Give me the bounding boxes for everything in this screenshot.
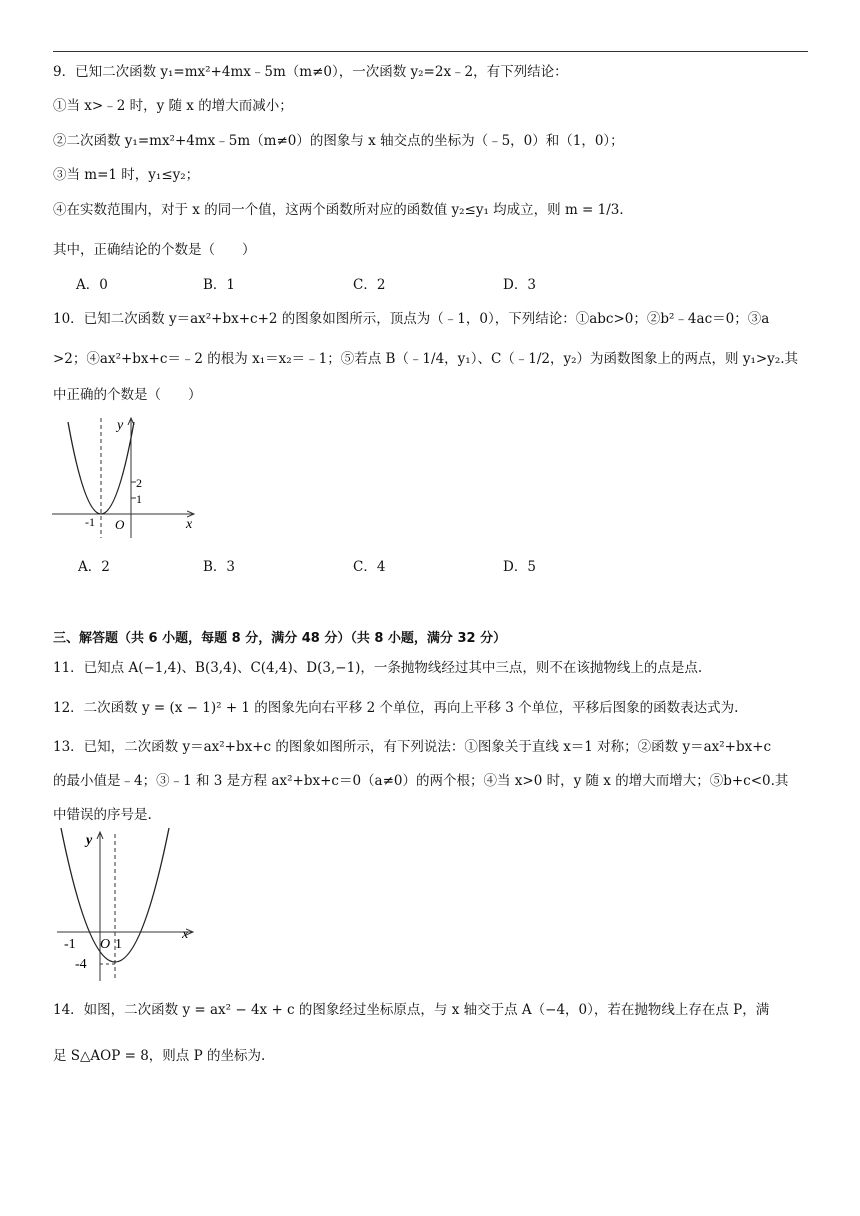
- q13-tick-minus-4: -4: [75, 957, 87, 972]
- q9-conclusion-3: ③当 m=1 时，y₁≤y₂；: [53, 167, 200, 183]
- q10-line-2: >2；④ax²+bx+c＝﹣2 的根为 x₁＝x₂＝﹣1；⑤若点 B（﹣1/4，y₁）、C（﹣1/2，y₂）为函数图象上的两点，则 y₁>y₂.其: [53, 351, 799, 367]
- q10-option-c[interactable]: C．4: [353, 559, 386, 575]
- q13-line-1: 13．已知，二次函数 y＝ax²+bx+c 的图象如图所示，有下列说法：①图象关于直线 x＝1 对称；②函数 y＝ax²+bx+c: [53, 739, 772, 755]
- q10-y-label: y: [117, 418, 124, 433]
- q9-option-d[interactable]: D．3: [503, 277, 536, 293]
- q10-parabola-graph: [48, 412, 208, 542]
- q10-tick-1: 1: [136, 492, 142, 506]
- q13-line-3: 中错误的序号是.: [53, 807, 152, 823]
- q10-origin-label: O: [115, 517, 125, 532]
- section-3-heading: 三、解答题（共 6 小题，每题 8 分，满分 48 分）（共 8 小题，满分 32 分）: [53, 631, 507, 646]
- q13-x-label: x: [182, 927, 189, 942]
- q13-tick-minus-1: -1: [64, 937, 76, 952]
- header-rule: [53, 51, 808, 52]
- q10-x-label: x: [186, 517, 193, 532]
- q9-option-c[interactable]: C．2: [353, 277, 386, 293]
- q10-option-a[interactable]: A．2: [78, 559, 110, 575]
- q10-line-3: 中正确的个数是（ ）: [53, 387, 202, 403]
- q10-tick-2: 2: [136, 476, 142, 490]
- q9-conclusion-2: ②二次函数 y₁=mx²+4mx﹣5m（m≠0）的图象与 x 轴交点的坐标为（﹣5，0）和（1，0）；: [53, 133, 624, 149]
- q13-parabola-graph: [55, 826, 205, 986]
- q11-text: 11．已知点 A(−1,4)、B(3,4)、C(4,4)、D(3,−1)，一条抛物线经过其中三点，则不在该抛物线上的点是点.: [53, 660, 703, 676]
- q14-line-1: 14．如图，二次函数 y = ax² − 4x + c 的图象经过坐标原点，与 x 轴交于点 A（−4，0），若在抛物线上存在点 P，满: [53, 1002, 770, 1018]
- q9-conclusion-4: ④在实数范围内，对于 x 的同一个值，这两个函数所对应的函数值 y₂≤y₁ 均成立，则 m = 1/3．: [53, 202, 633, 218]
- q10-option-b[interactable]: B．3: [203, 559, 236, 575]
- q14-line-2: 足 S△AOP = 8，则点 P 的坐标为.: [53, 1048, 266, 1064]
- q13-y-label: y: [86, 833, 93, 848]
- q9-option-a[interactable]: A．0: [76, 277, 108, 293]
- q12-text: 12．二次函数 y = (x − 1)² + 1 的图象先向右平移 2 个单位，再向上平移 3 个单位，平移后图象的函数表达式为.: [53, 700, 739, 716]
- q9-stem: 9．已知二次函数 y₁=mx²+4mx﹣5m（m≠0），一次函数 y₂=2x﹣2，有下列结论：: [53, 64, 568, 80]
- q13-line-2: 的最小值是﹣4；③﹣1 和 3 是方程 ax²+bx+c＝0（a≠0）的两个根；④当 x>0 时，y 随 x 的增大而增大；⑤b+c<0.其: [53, 773, 789, 789]
- q9-option-b[interactable]: B．1: [203, 277, 236, 293]
- q10-line-1: 10．已知二次函数 y＝ax²+bx+c+2 的图象如图所示，顶点为（﹣1，0），下列结论：①abc>0；②b²﹣4ac＝0；③a: [53, 311, 770, 327]
- q10-tick-minus-1: -1: [85, 515, 95, 529]
- q10-option-d[interactable]: D．5: [503, 559, 536, 575]
- q13-tick-1: 1: [115, 937, 122, 952]
- q13-origin-label: O: [100, 937, 111, 952]
- q9-ask: 其中，正确结论的个数是（ ）: [53, 242, 256, 258]
- q9-conclusion-1: ①当 x>﹣2 时，y 随 x 的增大而减小；: [53, 98, 293, 114]
